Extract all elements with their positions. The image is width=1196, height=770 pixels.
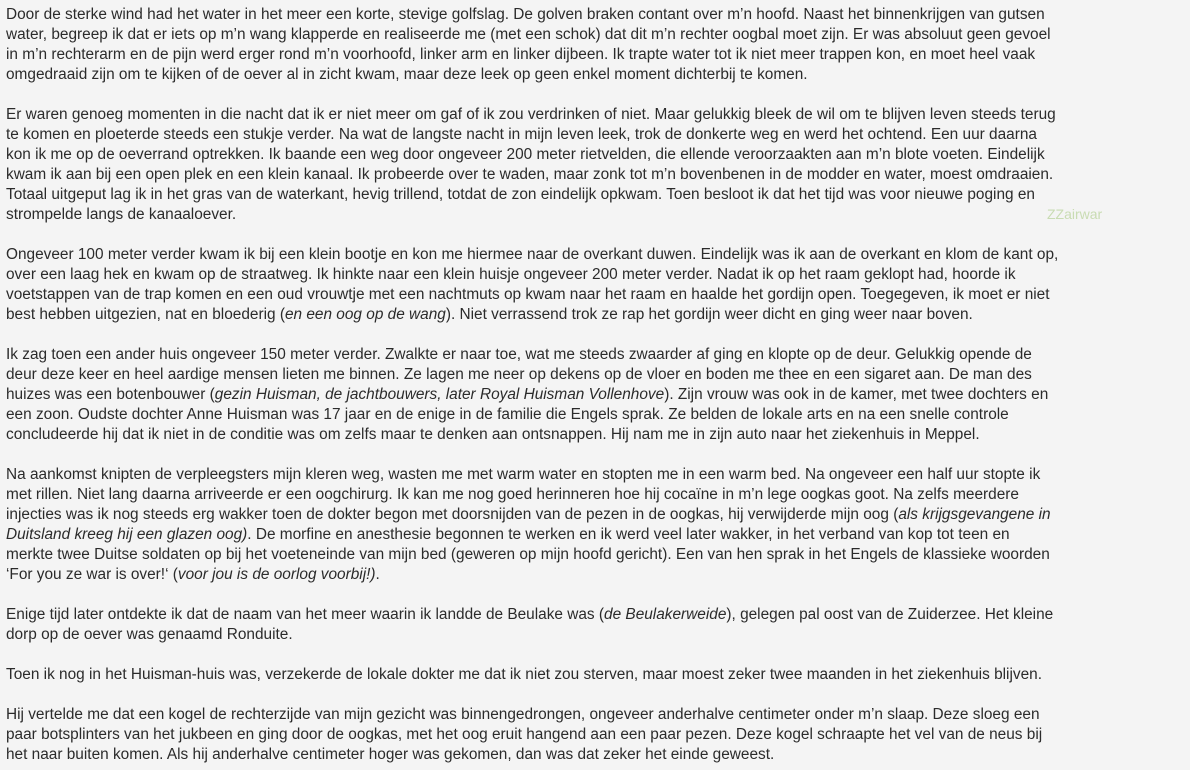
text-segment: ), gelegen pal oost van de Zuiderzee. Het kleine bbox=[726, 606, 1054, 623]
text-line bbox=[6, 385, 1182, 405]
text-segment: ). Zijn vrouw was ook in de kamer, met twee dochters en bbox=[664, 386, 1049, 403]
text-line bbox=[6, 65, 1182, 85]
text-segment: . De morfine en anesthesie begonnen te werken en ik werd veel later wakker, in het verband van kop tot teen en bbox=[247, 526, 1010, 543]
text-segment: ). Niet verrassend trok ze rap het gordijn weer dicht en ging weer naar boven. bbox=[445, 306, 973, 323]
text-segment: dorp op de oever was genaamd Ronduite. bbox=[6, 626, 293, 643]
text-line bbox=[6, 425, 1182, 445]
text-line bbox=[6, 125, 1182, 145]
text-line bbox=[6, 105, 1182, 125]
text-segment: Hij vertelde me dat een kogel de rechterzijde van mijn gezicht was binnengedrongen, ongeveer anderhalve centimeter onder m’n slaap. Deze sloeg een bbox=[6, 706, 1040, 723]
text-line bbox=[6, 465, 1182, 485]
text-segment: ‘For you ze war is over!‘ ( bbox=[6, 566, 178, 583]
italic-text: Duitsland kreeg hij een glazen oog) bbox=[6, 526, 248, 543]
paragraph bbox=[6, 345, 1182, 445]
text-segment: Totaal uitgeput lag ik in het gras van de waterkant, hevig trillend, totdat de zon eindelijk opkwam. Toen besloot ik dat het tijd was voor nieuwe poging en bbox=[6, 186, 1035, 203]
paragraph bbox=[6, 605, 1182, 645]
text-segment: Door de sterke wind had het water in het meer een korte, stevige golfslag. De golven braken contant over m’n hoofd. Naast het binnenkrijgen van gutsen bbox=[6, 6, 1045, 23]
text-segment: Toen ik nog in het Huisman-huis was, verzekerde de lokale dokter me dat ik niet zou sterven, maar moest zeker twee maanden in het ziekenhuis blijven. bbox=[6, 666, 1042, 683]
paragraph bbox=[6, 105, 1182, 225]
text-line bbox=[6, 285, 1182, 305]
text-segment: een zoon. Oudste dochter Anne Huisman was 17 jaar en de enige in de familie die Engels sprak. Ze belden de lokale arts en na een snelle controle bbox=[6, 406, 1009, 423]
text-line bbox=[6, 205, 1182, 225]
text-segment: Er waren genoeg momenten in die nacht dat ik er niet meer om gaf of ik zou verdrinken of niet. Maar gelukkig bleek de wil om te blijven leven steeds terug bbox=[6, 106, 1056, 123]
text-segment: kwam ik aan bij een open plek en een klein kanaal. Ik probeerde over te waden, maar zonk tot m’n bovenbenen in de modder en water, moest omdraaien. bbox=[6, 166, 1054, 183]
text-line bbox=[6, 485, 1182, 505]
italic-text: de Beulakerweide bbox=[604, 606, 727, 623]
text-segment: omgedraaid zijn om te kijken of de oever al in zicht kwam, maar deze leek op geen enkel moment dichterbij te komen. bbox=[6, 66, 808, 83]
text-line bbox=[6, 245, 1182, 265]
paragraph bbox=[6, 665, 1182, 685]
text-segment: Na aankomst knipten de verpleegsters mijn kleren weg, wasten me met warm water en stopten me in een warm bed. Na ongeveer een half uur stopte ik bbox=[6, 466, 1041, 483]
italic-text: en een oog op de wang bbox=[284, 306, 446, 323]
text-line bbox=[6, 505, 1182, 525]
text-segment: strompelde langs de kanaaloever. bbox=[6, 206, 237, 223]
text-line bbox=[6, 665, 1182, 685]
italic-text: voor jou is de oorlog voorbij!) bbox=[177, 566, 376, 583]
text-segment: met rillen. Niet lang daarna arriveerde er een oogchirurg. Ik kan me nog goed herinneren hoe hij cocaïne in m’n lege oogkas goot. Na zelfs meerdere bbox=[6, 486, 1019, 503]
text-segment: kon ik me op de oeverrand optrekken. Ik baande een weg door ongeveer 200 meter rietvelden, die ellende veroorzaakten aan m’n blote voeten. Eindelijk bbox=[6, 146, 1045, 163]
text-segment: . bbox=[375, 566, 380, 583]
text-line bbox=[6, 45, 1182, 65]
text-segment: voetstappen van de trap komen en een oud vrouwtje met een nachtmuts op kwam naar het raam en haalde het gordijn open. Toegegeven, ik moet er niet bbox=[6, 286, 1050, 303]
text-segment: het naar buiten komen. Als hij anderhalve centimeter hoger was gekomen, dan was dat zeker het einde geweest. bbox=[6, 746, 775, 763]
text-segment: huizes was een botenbouwer ( bbox=[6, 386, 215, 403]
text-line bbox=[6, 605, 1182, 625]
text-segment: best hebben uitgezien, nat en bloederig ( bbox=[6, 306, 285, 323]
text-segment: te komen en ploeterde steeds een stukje verder. Na wat de langste nacht in mijn leven leek, trok de donkerte weg en werd het ochtend. Een uur daarna bbox=[6, 126, 1037, 143]
text-line bbox=[6, 405, 1182, 425]
text-segment: water, begreep ik dat er iets op m’n wang klapperde en realiseerde me (met een schok) dat dit m’n rechter oogbal moet zijn. Er was absoluut geen gevoel bbox=[6, 26, 1051, 43]
paragraph bbox=[6, 5, 1182, 85]
text-line bbox=[6, 525, 1182, 545]
text-segment: merkte twee Duitse soldaten op bij het voeteneinde van mijn bed (geweren op mijn hoofd gericht). Een van hen sprak in het Engels de klassieke woorden bbox=[6, 546, 1050, 563]
text-segment: in m’n rechterarm en de pijn werd erger rond m’n voorhoofd, linker arm en linker dijbeen. Ik trapte water tot ik niet meer trappen kon, en moet heel vaak bbox=[6, 46, 1036, 63]
text-line bbox=[6, 185, 1182, 205]
text-line bbox=[6, 365, 1182, 385]
text-line bbox=[6, 625, 1182, 645]
text-line bbox=[6, 145, 1182, 165]
text-segment: Enige tijd later ontdekte ik dat de naam van het meer waarin ik landde de Beulake was ( bbox=[6, 606, 605, 623]
paragraph bbox=[6, 705, 1182, 765]
paragraph bbox=[6, 465, 1182, 585]
text-line bbox=[6, 745, 1182, 765]
text-line bbox=[6, 25, 1182, 45]
italic-text: gezin Huisman, de jachtbouwers, later Royal Huisman Vollenhove bbox=[214, 386, 665, 403]
text-line bbox=[6, 265, 1182, 285]
text-line bbox=[6, 705, 1182, 725]
text-segment: injecties was ik nog steeds erg wakker toen de dokter begon met doorsnijden van de pezen in de oogkas, hij verwijderde mijn oog ( bbox=[6, 506, 899, 523]
text-line bbox=[6, 565, 1182, 585]
watermark: ZZairwar bbox=[1047, 206, 1103, 222]
text-segment: deur deze keer en heel aardige mensen lieten me binnen. Ze lagen me neer op dekens op de vloer en boden me thee en een sigaret aan. De man des bbox=[6, 366, 1032, 383]
paragraph bbox=[6, 245, 1182, 325]
text-segment: concludeerde hij dat ik niet in de conditie was om zelfs maar te denken aan ontsnappen. Hij nam me in zijn auto naar het ziekenhuis in Meppel. bbox=[6, 426, 980, 443]
text-line bbox=[6, 345, 1182, 365]
text-segment: over een laag hek en kwam op de straatweg. Ik hinkte naar een klein huisje ongeveer 200 meter verder. Nadat ik op het raam geklopt had, hoorde ik bbox=[6, 266, 1016, 283]
article-body bbox=[6, 5, 1182, 765]
text-segment: Ongeveer 100 meter verder kwam ik bij een klein bootje en kon me hiermee naar de overkant duwen. Eindelijk was ik aan de overkant en klom de kant op, bbox=[6, 246, 1059, 263]
text-line bbox=[6, 305, 1182, 325]
italic-text: als krijgsgevangene in bbox=[898, 506, 1051, 523]
text-segment: paar botsplinters van het jukbeen en ging door de oogkas, met het oog eruit hangend aan een paar pezen. Deze kogel schraapte het vel van de neus bij bbox=[6, 726, 1043, 743]
text-line bbox=[6, 545, 1182, 565]
text-segment: Ik zag toen een ander huis ongeveer 150 meter verder. Zwalkte er naar toe, wat me steeds zwaarder af ging en klopte op de deur. Gelukkig opende de bbox=[6, 346, 1032, 363]
text-line bbox=[6, 5, 1182, 25]
text-line bbox=[6, 725, 1182, 745]
text-line bbox=[6, 165, 1182, 185]
